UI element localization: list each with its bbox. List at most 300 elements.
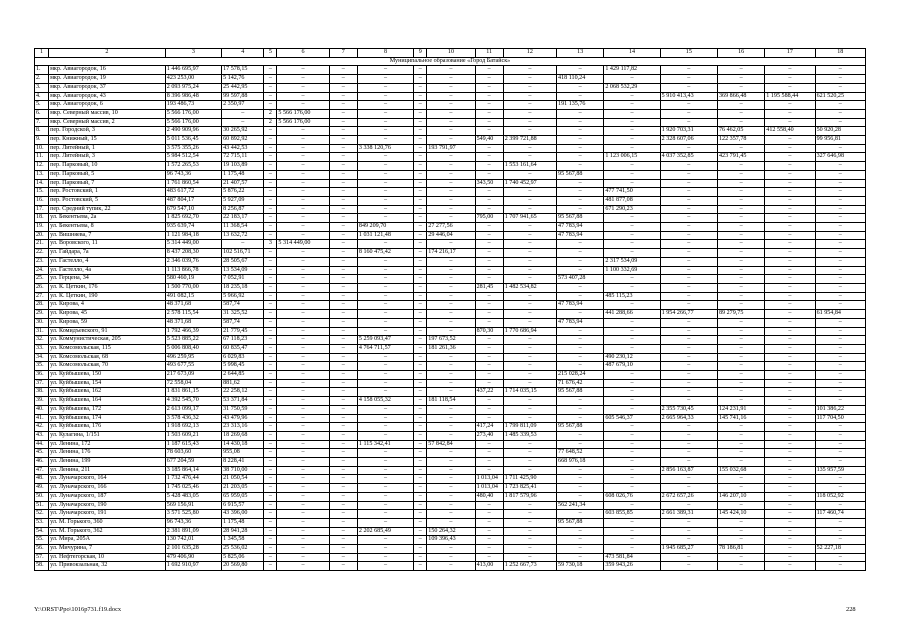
- address-cell: мкр. Авиагородок, 43: [49, 92, 166, 101]
- value-cell: –: [264, 179, 277, 188]
- value-cell: 1 115 342,41: [357, 440, 413, 449]
- value-cell: –: [557, 344, 604, 353]
- value-cell: –: [329, 362, 357, 371]
- value-cell: –: [503, 153, 556, 162]
- value-cell: –: [264, 553, 277, 562]
- address-cell: пер. Парковый, 10: [49, 162, 166, 171]
- value-cell: –: [604, 527, 660, 536]
- value-cell: 30 265,92: [222, 127, 264, 136]
- value-cell: 193 791,97: [427, 144, 475, 153]
- value-cell: 181 118,54: [427, 397, 475, 406]
- value-cell: –: [357, 83, 413, 92]
- value-cell: –: [414, 231, 427, 240]
- column-number-cell: 13: [557, 49, 604, 58]
- address-cell: ул. Привокзальная, 32: [49, 562, 166, 571]
- value-cell: –: [604, 75, 660, 84]
- value-cell: 1 013,04: [475, 484, 503, 493]
- value-cell: 1 100 332,69: [604, 266, 660, 275]
- table-row: [35, 327, 866, 336]
- value-cell: –: [718, 458, 765, 467]
- value-cell: –: [264, 205, 277, 214]
- value-cell: –: [414, 553, 427, 562]
- value-cell: 417,24: [475, 423, 503, 432]
- value-cell: 21 779,45: [222, 327, 264, 336]
- row-number-cell: 5.: [35, 101, 49, 110]
- value-cell: –: [718, 327, 765, 336]
- value-cell: –: [815, 83, 865, 92]
- column-number-cell: 10: [427, 49, 475, 58]
- value-cell: –: [427, 109, 475, 118]
- value-cell: –: [660, 553, 717, 562]
- value-cell: –: [765, 205, 815, 214]
- value-cell: 5 825,06: [222, 553, 264, 562]
- value-cell: –: [475, 196, 503, 205]
- value-cell: –: [427, 414, 475, 423]
- value-cell: 343,50: [475, 179, 503, 188]
- value-cell: –: [718, 301, 765, 310]
- value-cell: –: [264, 344, 277, 353]
- value-cell: –: [329, 301, 357, 310]
- value-cell: –: [815, 449, 865, 458]
- value-cell: –: [414, 127, 427, 136]
- value-cell: –: [765, 249, 815, 258]
- value-cell: –: [604, 92, 660, 101]
- value-cell: –: [503, 240, 556, 249]
- value-cell: –: [357, 310, 413, 319]
- value-cell: 5 566 176,00: [165, 118, 221, 127]
- row-number-cell: 23.: [35, 257, 49, 266]
- value-cell: –: [718, 431, 765, 440]
- value-cell: –: [427, 484, 475, 493]
- value-cell: –: [718, 283, 765, 292]
- value-cell: 22 183,17: [222, 214, 264, 223]
- value-cell: –: [815, 484, 865, 493]
- address-cell: пер. Городской, 3: [49, 127, 166, 136]
- value-cell: –: [414, 501, 427, 510]
- table-row: [35, 249, 866, 258]
- value-cell: –: [604, 101, 660, 110]
- value-cell: –: [765, 405, 815, 414]
- value-cell: 481 877,08: [604, 196, 660, 205]
- value-cell: 65 959,05: [222, 492, 264, 501]
- value-cell: –: [765, 283, 815, 292]
- value-cell: –: [414, 397, 427, 406]
- value-cell: –: [815, 301, 865, 310]
- value-cell: –: [475, 92, 503, 101]
- value-cell: –: [475, 466, 503, 475]
- value-cell: –: [475, 397, 503, 406]
- address-cell: ул. Комсомольская, 68: [49, 353, 166, 362]
- value-cell: –: [357, 353, 413, 362]
- value-cell: –: [765, 223, 815, 232]
- value-cell: –: [503, 510, 556, 519]
- address-cell: ул. Куйбышева, 164: [49, 397, 166, 406]
- value-cell: –: [264, 301, 277, 310]
- value-cell: –: [277, 388, 329, 397]
- value-cell: 130 742,01: [165, 536, 221, 545]
- value-cell: 2 328 607,06: [660, 136, 717, 145]
- value-cell: –: [815, 336, 865, 345]
- value-cell: –: [718, 397, 765, 406]
- value-cell: –: [427, 423, 475, 432]
- value-cell: –: [329, 458, 357, 467]
- value-cell: –: [357, 196, 413, 205]
- value-cell: –: [357, 510, 413, 519]
- value-cell: –: [264, 83, 277, 92]
- value-cell: 48 371,68: [165, 301, 221, 310]
- value-cell: –: [557, 484, 604, 493]
- value-cell: –: [414, 475, 427, 484]
- value-cell: –: [604, 283, 660, 292]
- value-cell: 1 031 121,48: [357, 231, 413, 240]
- value-cell: 1 714 035,15: [503, 388, 556, 397]
- value-cell: –: [503, 118, 556, 127]
- value-cell: –: [815, 205, 865, 214]
- row-number-cell: 58.: [35, 562, 49, 571]
- address-cell: ул. Куйбышева, 162: [49, 388, 166, 397]
- value-cell: –: [357, 275, 413, 284]
- value-cell: –: [660, 353, 717, 362]
- value-cell: 473 581,84: [604, 553, 660, 562]
- value-cell: –: [503, 292, 556, 301]
- value-cell: –: [815, 397, 865, 406]
- value-cell: –: [475, 75, 503, 84]
- value-cell: 109 396,43: [427, 536, 475, 545]
- value-cell: 101 386,22: [815, 405, 865, 414]
- value-cell: –: [557, 327, 604, 336]
- value-cell: –: [427, 405, 475, 414]
- value-cell: –: [765, 188, 815, 197]
- value-cell: –: [660, 101, 717, 110]
- value-cell: –: [277, 562, 329, 571]
- value-cell: –: [765, 109, 815, 118]
- value-cell: 423 791,45: [718, 153, 765, 162]
- value-cell: –: [427, 292, 475, 301]
- value-cell: 117 460,74: [815, 510, 865, 519]
- value-cell: –: [414, 484, 427, 493]
- value-cell: –: [277, 266, 329, 275]
- value-cell: –: [427, 153, 475, 162]
- row-number-cell: 34.: [35, 353, 49, 362]
- value-cell: –: [357, 327, 413, 336]
- value-cell: –: [277, 179, 329, 188]
- value-cell: –: [329, 405, 357, 414]
- table-row: [35, 205, 866, 214]
- value-cell: –: [765, 214, 815, 223]
- value-cell: 23 313,16: [222, 423, 264, 432]
- value-cell: –: [427, 475, 475, 484]
- value-cell: 174 216,17: [427, 249, 475, 258]
- value-cell: –: [660, 327, 717, 336]
- row-number-cell: 1.: [35, 66, 49, 75]
- value-cell: 480,40: [475, 492, 503, 501]
- value-cell: –: [718, 75, 765, 84]
- value-cell: 20 569,80: [222, 562, 264, 571]
- value-cell: –: [718, 170, 765, 179]
- value-cell: –: [557, 179, 604, 188]
- address-cell: ул. Ленина, 199: [49, 458, 166, 467]
- value-cell: 2: [264, 118, 277, 127]
- value-cell: –: [503, 405, 556, 414]
- value-cell: 1 252 667,73: [503, 562, 556, 571]
- value-cell: –: [414, 162, 427, 171]
- table-row: [35, 275, 866, 284]
- value-cell: –: [765, 83, 815, 92]
- value-cell: 369 866,48: [718, 92, 765, 101]
- value-cell: –: [357, 475, 413, 484]
- value-cell: 27 277,56: [427, 223, 475, 232]
- value-cell: 2 317 534,09: [604, 257, 660, 266]
- value-cell: –: [765, 179, 815, 188]
- value-cell: –: [557, 292, 604, 301]
- value-cell: –: [718, 318, 765, 327]
- value-cell: –: [277, 170, 329, 179]
- value-cell: –: [329, 136, 357, 145]
- value-cell: 1 740 452,97: [503, 179, 556, 188]
- address-cell: пер. Парковый, 7: [49, 179, 166, 188]
- value-cell: –: [815, 292, 865, 301]
- value-cell: –: [264, 405, 277, 414]
- value-cell: –: [357, 466, 413, 475]
- value-cell: 38 710,00: [222, 466, 264, 475]
- value-cell: –: [718, 518, 765, 527]
- value-cell: 1 195 588,44: [765, 92, 815, 101]
- value-cell: –: [557, 553, 604, 562]
- row-number-cell: 3.: [35, 83, 49, 92]
- value-cell: –: [557, 397, 604, 406]
- value-cell: –: [475, 301, 503, 310]
- value-cell: –: [604, 545, 660, 554]
- row-number-cell: 7.: [35, 118, 49, 127]
- value-cell: –: [277, 92, 329, 101]
- value-cell: –: [557, 266, 604, 275]
- value-cell: –: [660, 83, 717, 92]
- value-cell: –: [660, 362, 717, 371]
- value-cell: –: [815, 379, 865, 388]
- value-cell: –: [264, 101, 277, 110]
- value-cell: –: [718, 188, 765, 197]
- row-number-cell: 48.: [35, 475, 49, 484]
- value-cell: –: [414, 449, 427, 458]
- value-cell: 5 966,92: [222, 292, 264, 301]
- value-cell: –: [475, 414, 503, 423]
- value-cell: –: [815, 101, 865, 110]
- value-cell: –: [277, 249, 329, 258]
- value-cell: –: [475, 162, 503, 171]
- value-cell: –: [329, 92, 357, 101]
- value-cell: –: [557, 414, 604, 423]
- value-cell: 47 783,94: [557, 231, 604, 240]
- value-cell: –: [414, 458, 427, 467]
- row-number-cell: 53.: [35, 518, 49, 527]
- value-cell: 881,62: [222, 379, 264, 388]
- document-path: Y:\ORST\Ppo\1016p731.f19.docx: [34, 606, 122, 613]
- value-cell: 1 761 860,54: [165, 179, 221, 188]
- value-cell: –: [604, 501, 660, 510]
- table-row: [35, 283, 866, 292]
- value-cell: –: [718, 344, 765, 353]
- value-cell: –: [503, 66, 556, 75]
- address-cell: ул. Бекентьева, 8: [49, 223, 166, 232]
- value-cell: –: [414, 214, 427, 223]
- value-cell: –: [503, 501, 556, 510]
- row-number-cell: 19.: [35, 223, 49, 232]
- value-cell: –: [765, 362, 815, 371]
- value-cell: –: [427, 75, 475, 84]
- value-cell: 28 505,67: [222, 257, 264, 266]
- value-cell: –: [264, 371, 277, 380]
- value-cell: –: [604, 431, 660, 440]
- row-number-cell: 31.: [35, 327, 49, 336]
- value-cell: –: [414, 144, 427, 153]
- value-cell: –: [475, 109, 503, 118]
- value-cell: –: [815, 162, 865, 171]
- row-number-cell: 8.: [35, 127, 49, 136]
- value-cell: –: [329, 327, 357, 336]
- value-cell: –: [557, 545, 604, 554]
- value-cell: –: [475, 153, 503, 162]
- value-cell: –: [765, 196, 815, 205]
- value-cell: –: [475, 223, 503, 232]
- value-cell: 8 396 986,48: [165, 92, 221, 101]
- value-cell: –: [503, 266, 556, 275]
- value-cell: 14 430,18: [222, 440, 264, 449]
- value-cell: –: [815, 170, 865, 179]
- value-cell: 795,00: [475, 214, 503, 223]
- table-body: [35, 49, 866, 571]
- row-number-cell: 46.: [35, 458, 49, 467]
- value-cell: –: [427, 501, 475, 510]
- table-row: [35, 510, 866, 519]
- value-cell: –: [277, 283, 329, 292]
- row-number-cell: 45.: [35, 449, 49, 458]
- value-cell: –: [329, 231, 357, 240]
- address-cell: ул. Нефтегорская, 10: [49, 553, 166, 562]
- value-cell: –: [357, 405, 413, 414]
- value-cell: –: [718, 292, 765, 301]
- row-number-cell: 37.: [35, 379, 49, 388]
- value-cell: –: [815, 553, 865, 562]
- value-cell: –: [475, 83, 503, 92]
- value-cell: 28 941,28: [222, 527, 264, 536]
- value-cell: 413,00: [475, 562, 503, 571]
- table-row: [35, 545, 866, 554]
- value-cell: –: [718, 449, 765, 458]
- value-cell: –: [718, 144, 765, 153]
- address-cell: ул. Луначарского, 166: [49, 484, 166, 493]
- value-cell: –: [475, 501, 503, 510]
- value-cell: –: [414, 66, 427, 75]
- value-cell: –: [660, 301, 717, 310]
- table-row: [35, 527, 866, 536]
- table-row: [35, 170, 866, 179]
- value-cell: –: [557, 362, 604, 371]
- address-cell: ул. Комсомольская, 115: [49, 344, 166, 353]
- value-cell: 1 954 266,77: [660, 310, 717, 319]
- value-cell: –: [604, 275, 660, 284]
- value-cell: –: [503, 109, 556, 118]
- table-row: [35, 240, 866, 249]
- value-cell: –: [557, 136, 604, 145]
- value-cell: –: [329, 214, 357, 223]
- value-cell: 5 142,76: [222, 75, 264, 84]
- value-cell: –: [660, 458, 717, 467]
- value-cell: –: [427, 458, 475, 467]
- value-cell: –: [660, 423, 717, 432]
- value-cell: –: [264, 484, 277, 493]
- value-cell: –: [718, 162, 765, 171]
- value-cell: 31 325,52: [222, 310, 264, 319]
- value-cell: –: [815, 536, 865, 545]
- value-cell: –: [557, 492, 604, 501]
- value-cell: 61 954,84: [815, 310, 865, 319]
- value-cell: 870,30: [475, 327, 503, 336]
- value-cell: 935 639,74: [165, 223, 221, 232]
- table-row: [35, 266, 866, 275]
- value-cell: –: [765, 257, 815, 266]
- value-cell: –: [427, 431, 475, 440]
- value-cell: –: [427, 240, 475, 249]
- value-cell: 5 566 176,00: [277, 118, 329, 127]
- value-cell: –: [357, 153, 413, 162]
- value-cell: 117 704,50: [815, 414, 865, 423]
- value-cell: –: [264, 362, 277, 371]
- row-number-cell: 38.: [35, 388, 49, 397]
- value-cell: –: [815, 388, 865, 397]
- value-cell: 5 998,45: [222, 362, 264, 371]
- value-cell: –: [427, 136, 475, 145]
- value-cell: 1 817 579,96: [503, 492, 556, 501]
- value-cell: –: [329, 414, 357, 423]
- row-number-cell: 21.: [35, 240, 49, 249]
- value-cell: –: [765, 353, 815, 362]
- column-number-cell: 3: [165, 49, 221, 58]
- value-cell: –: [264, 196, 277, 205]
- value-cell: 1 175,48: [222, 170, 264, 179]
- value-cell: 1 707 941,65: [503, 214, 556, 223]
- table-row: [35, 562, 866, 571]
- value-cell: –: [475, 362, 503, 371]
- value-cell: –: [475, 518, 503, 527]
- value-cell: –: [427, 388, 475, 397]
- column-number-cell: 15: [660, 49, 717, 58]
- value-cell: –: [329, 440, 357, 449]
- value-cell: –: [427, 310, 475, 319]
- value-cell: –: [277, 458, 329, 467]
- value-cell: –: [604, 170, 660, 179]
- value-cell: –: [264, 188, 277, 197]
- table-row: [35, 231, 866, 240]
- value-cell: –: [357, 458, 413, 467]
- value-cell: 76 462,05: [718, 127, 765, 136]
- value-cell: –: [329, 501, 357, 510]
- value-cell: –: [264, 510, 277, 519]
- address-cell: ул. Комидъевского, 91: [49, 327, 166, 336]
- value-cell: –: [329, 109, 357, 118]
- table-row: [35, 379, 866, 388]
- column-number-header-row: [35, 49, 866, 58]
- address-cell: пер. Ростовский, 1: [49, 188, 166, 197]
- value-cell: –: [414, 196, 427, 205]
- value-cell: 1 920 703,31: [660, 127, 717, 136]
- value-cell: –: [503, 127, 556, 136]
- value-cell: –: [660, 379, 717, 388]
- value-cell: –: [557, 153, 604, 162]
- value-cell: –: [264, 458, 277, 467]
- value-cell: –: [815, 518, 865, 527]
- value-cell: 181 261,36: [427, 344, 475, 353]
- value-cell: –: [604, 249, 660, 258]
